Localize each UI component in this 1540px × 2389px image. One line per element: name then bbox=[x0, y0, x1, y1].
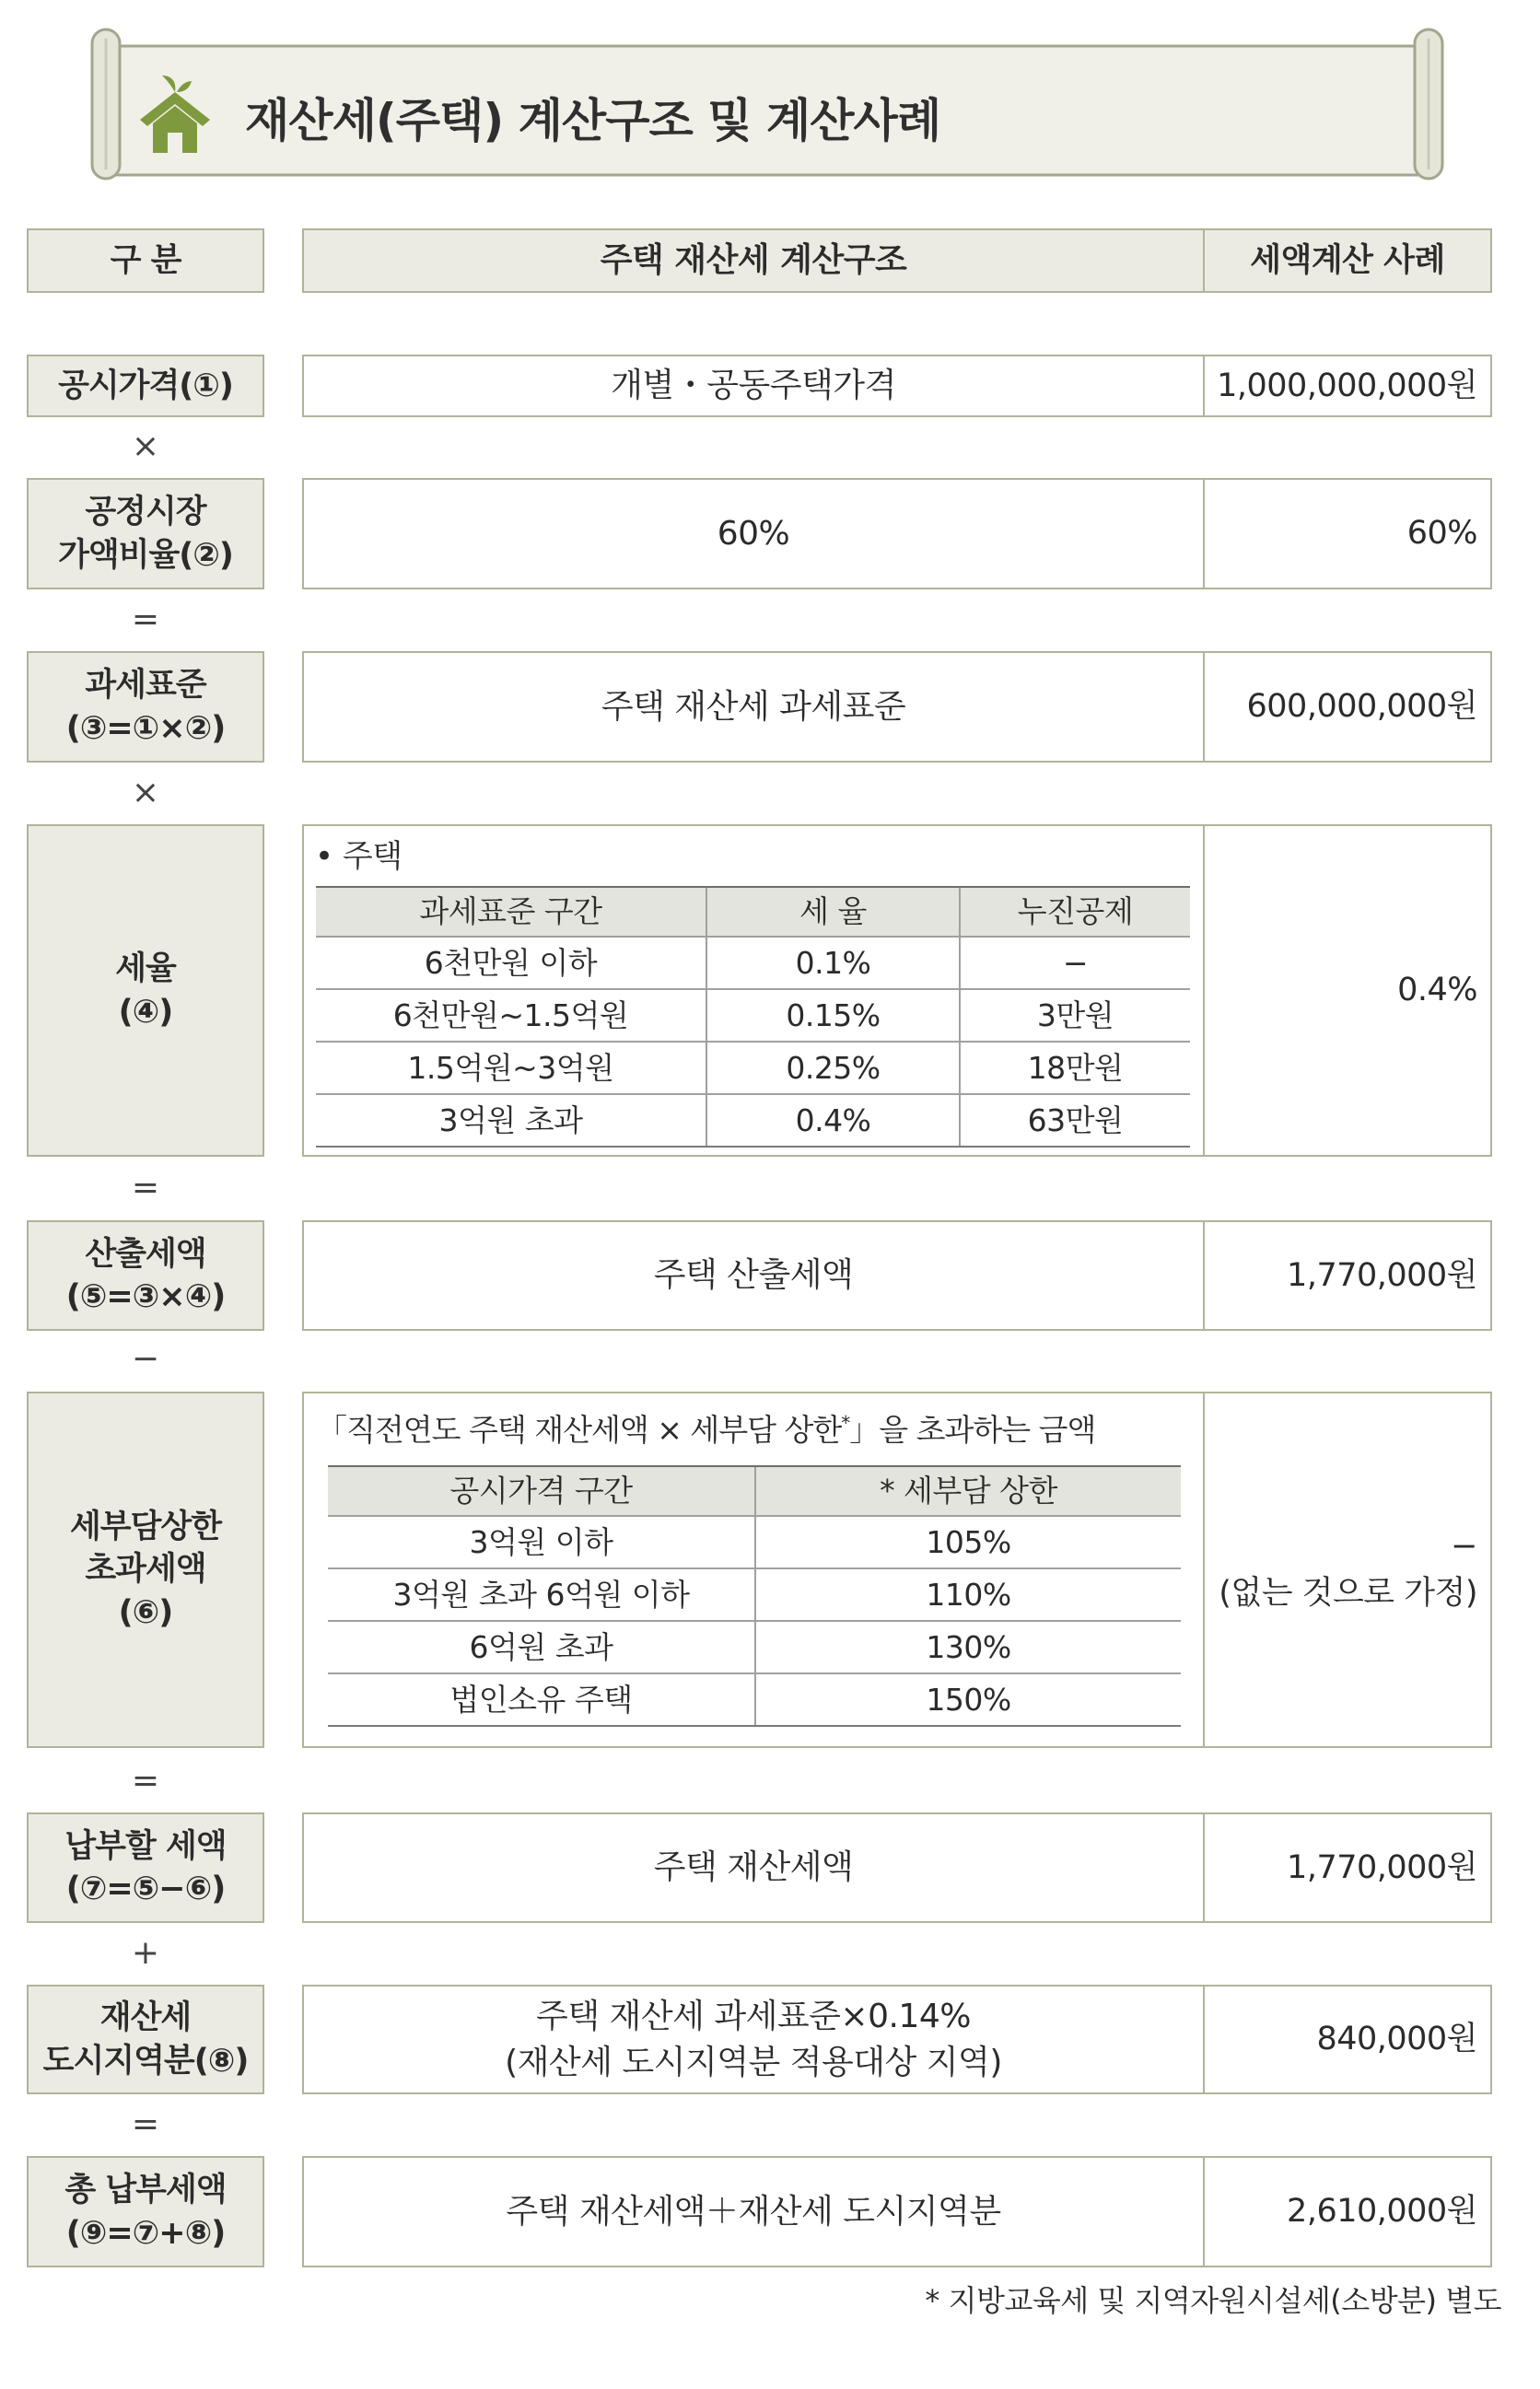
header-structure bbox=[302, 228, 1205, 293]
row-label-line: 가액비율(②) bbox=[58, 536, 233, 574]
row-label-line: (⑥) bbox=[118, 1593, 173, 1631]
row-example-note: (없는 것으로 가정) bbox=[1219, 1574, 1477, 1612]
row-example-value: 1,000,000,000원 bbox=[1217, 367, 1477, 404]
row-example-value: 0.4% bbox=[1397, 972, 1477, 1009]
row-label-line: 공정시장 bbox=[85, 494, 206, 531]
row-label-line: 납부할 세액 bbox=[64, 1827, 227, 1865]
row-example-value: 2,610,000원 bbox=[1287, 2193, 1477, 2231]
row-label-line: 총 납부세액 bbox=[64, 2172, 227, 2209]
table-header-row bbox=[328, 1466, 1181, 1516]
table-cell: 법인소유 주택 bbox=[328, 1673, 755, 1726]
table-cell: 0.1% bbox=[706, 937, 960, 989]
row-label-total-payable-tax bbox=[27, 2156, 264, 2267]
header-example-label: 세액계산 사례 bbox=[1250, 241, 1445, 279]
operator-equals: = bbox=[131, 1762, 160, 1800]
row-example-value: − bbox=[1451, 1527, 1477, 1565]
table-cell: 3억원 이하 bbox=[328, 1516, 755, 1568]
row-structure-payable-tax bbox=[302, 1812, 1205, 1923]
tax-rate-bullet: • 주택 bbox=[315, 838, 402, 875]
table-row bbox=[316, 1042, 1190, 1094]
row-structure-tax-rate bbox=[302, 824, 1205, 1157]
table-header-row bbox=[316, 887, 1190, 937]
row-example-tax-base bbox=[1203, 651, 1492, 763]
table-cell: 150% bbox=[755, 1673, 1181, 1726]
table-cell: 63만원 bbox=[960, 1094, 1190, 1147]
table-row bbox=[316, 989, 1190, 1042]
footnote-mark: * bbox=[841, 1412, 850, 1434]
description-text: 「직전연도 주택 재산세액 × 세부담 상한 bbox=[317, 1412, 842, 1448]
table-cell: 0.4% bbox=[706, 1094, 960, 1147]
table-cell: 6억원 초과 bbox=[328, 1621, 755, 1673]
row-label-tax-rate bbox=[27, 824, 264, 1157]
column-header: 과세표준 구간 bbox=[316, 887, 706, 937]
table-cell: 3억원 초과 bbox=[316, 1094, 706, 1147]
row-label-burden-cap-excess bbox=[27, 1392, 264, 1748]
row-label-payable-tax bbox=[27, 1812, 264, 1923]
row-label-line: (③=①×②) bbox=[65, 709, 226, 747]
row-structure-total-payable-tax bbox=[302, 2156, 1205, 2267]
row-label-line: (⑦=⑤−⑥) bbox=[65, 1870, 226, 1907]
row-structure-line: (재산세 도시지역분 적용대상 지역) bbox=[505, 2043, 1002, 2081]
row-label-tax-base bbox=[27, 651, 264, 763]
row-label-calculated-tax bbox=[27, 1220, 264, 1331]
row-structure-line: 주택 재산세액 bbox=[653, 1848, 854, 1887]
house-icon bbox=[138, 74, 212, 155]
table-cell: 0.15% bbox=[706, 989, 960, 1042]
row-structure-urban-area-tax bbox=[302, 1985, 1205, 2094]
operator-equals: = bbox=[131, 600, 160, 638]
footnote: * 지방교육세 및 지역자원시설세(소방분) 별도 bbox=[925, 2283, 1501, 2318]
row-label-line: (⑨=⑦+⑧) bbox=[65, 2214, 226, 2252]
row-example-burden-cap-excess bbox=[1203, 1392, 1492, 1748]
row-label-assessed-price bbox=[27, 355, 264, 417]
tax-rate-table bbox=[316, 886, 1190, 1148]
table-cell: 130% bbox=[755, 1621, 1181, 1673]
table-cell: 110% bbox=[755, 1568, 1181, 1621]
row-example-value: 600,000,000원 bbox=[1246, 688, 1477, 726]
row-structure-line: 주택 재산세 과세표준×0.14% bbox=[536, 1997, 971, 2035]
operator-plus: + bbox=[131, 1934, 160, 1972]
operator-multiply: × bbox=[131, 774, 160, 811]
header-structure-label: 주택 재산세 계산구조 bbox=[600, 241, 907, 280]
table-cell: 1.5억원~3억원 bbox=[316, 1042, 706, 1094]
row-label-line: 세부담상한 bbox=[69, 1509, 222, 1546]
table-cell: 6천만원~1.5억원 bbox=[316, 989, 706, 1042]
description-text: 」을 초과하는 금액 bbox=[849, 1412, 1096, 1448]
table-cell: 6천만원 이하 bbox=[316, 937, 706, 989]
table-row bbox=[316, 937, 1190, 989]
header-category bbox=[27, 228, 264, 293]
table-row bbox=[328, 1568, 1181, 1621]
column-header: * 세부담 상한 bbox=[755, 1466, 1181, 1516]
row-example-tax-rate bbox=[1203, 824, 1492, 1157]
row-example-payable-tax bbox=[1203, 1812, 1492, 1923]
table-cell: 0.25% bbox=[706, 1042, 960, 1094]
table-cell: − bbox=[960, 937, 1190, 989]
table-row bbox=[328, 1621, 1181, 1673]
row-label-line: 초과세액 bbox=[85, 1551, 206, 1589]
page-title: 재산세(주택) 계산구조 및 계산사례 bbox=[245, 94, 941, 147]
table-row bbox=[328, 1516, 1181, 1568]
row-structure-fair-market-ratio bbox=[302, 478, 1205, 589]
row-example-urban-area-tax bbox=[1203, 1985, 1492, 2094]
table-cell: 3억원 초과 6억원 이하 bbox=[328, 1568, 755, 1621]
row-example-assessed-price bbox=[1203, 355, 1492, 417]
operator-multiply: × bbox=[131, 427, 160, 465]
operator-equals: = bbox=[131, 2105, 160, 2143]
burden-cap-table bbox=[328, 1465, 1181, 1727]
table-cell: 3만원 bbox=[960, 989, 1190, 1042]
table-row bbox=[316, 1094, 1190, 1147]
row-label-line: (⑤=③×④) bbox=[65, 1278, 226, 1315]
row-example-fair-market-ratio bbox=[1203, 478, 1492, 589]
row-example-value: 1,770,000원 bbox=[1287, 1848, 1477, 1886]
header-example bbox=[1203, 228, 1492, 293]
row-label-line: 세율 bbox=[115, 950, 176, 988]
row-example-calculated-tax bbox=[1203, 1220, 1492, 1331]
row-structure-line: 주택 산출세액 bbox=[653, 1256, 854, 1295]
operator-minus: − bbox=[131, 1340, 160, 1378]
row-label-line: 공시가격(①) bbox=[58, 367, 233, 404]
row-label-urban-area-tax bbox=[27, 1985, 264, 2094]
table-cell: 18만원 bbox=[960, 1042, 1190, 1094]
header-category-label: 구 분 bbox=[110, 241, 181, 279]
row-structure-assessed-price bbox=[302, 355, 1205, 417]
column-header: 공시가격 구간 bbox=[328, 1466, 755, 1516]
row-example-value: 840,000원 bbox=[1316, 2021, 1477, 2058]
row-label-line: (④) bbox=[118, 993, 173, 1031]
column-header: 누진공제 bbox=[960, 887, 1190, 937]
row-structure-line: 주택 재산세 과세표준 bbox=[601, 687, 906, 726]
row-structure-burden-cap-excess bbox=[302, 1392, 1205, 1748]
row-label-fair-market-ratio bbox=[27, 478, 264, 589]
table-cell: 105% bbox=[755, 1516, 1181, 1568]
row-structure-line: 주택 재산세액＋재산세 도시지역분 bbox=[506, 2192, 1001, 2231]
row-label-line: 과세표준 bbox=[85, 667, 206, 705]
row-example-value: 1,770,000원 bbox=[1287, 1256, 1477, 1294]
operator-equals: = bbox=[131, 1169, 160, 1206]
table-row bbox=[328, 1673, 1181, 1726]
column-header: 세 율 bbox=[706, 887, 960, 937]
row-label-line: 재산세 bbox=[99, 1999, 192, 2037]
row-example-total-payable-tax bbox=[1203, 2156, 1492, 2267]
row-label-line: 산출세액 bbox=[85, 1235, 206, 1273]
row-structure-line: 개별・공동주택가격 bbox=[611, 367, 896, 405]
row-structure-line: 60% bbox=[717, 514, 790, 553]
row-label-line: 도시지역분(⑧) bbox=[42, 2042, 249, 2080]
row-structure-calculated-tax bbox=[302, 1220, 1205, 1331]
row-example-value: 60% bbox=[1406, 515, 1477, 553]
row-structure-tax-base bbox=[302, 651, 1205, 763]
burden-cap-description bbox=[317, 1401, 1095, 1452]
